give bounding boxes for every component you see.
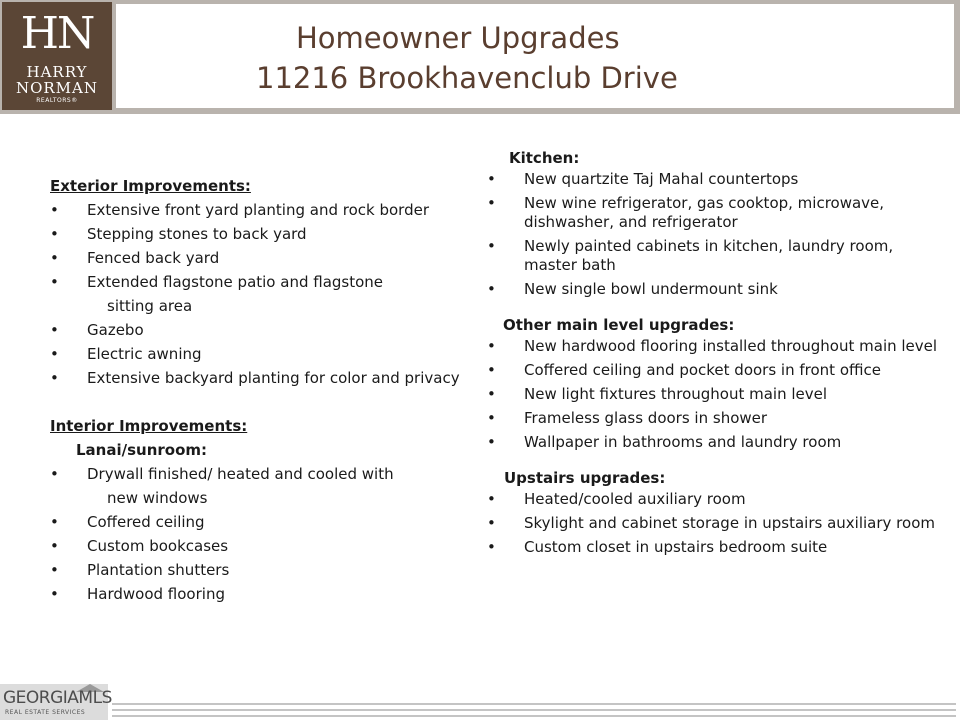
footer-divider xyxy=(112,703,956,705)
bullet-icon: • xyxy=(487,538,496,556)
bullet-icon: • xyxy=(50,345,59,363)
exterior-heading: Exterior Improvements: xyxy=(50,177,251,195)
title-box xyxy=(116,4,954,108)
lanai-heading: Lanai/sunroom: xyxy=(76,441,208,459)
bullet-icon: • xyxy=(487,361,496,379)
bullet-icon: • xyxy=(50,513,59,531)
list-item: • Hardwood flooring xyxy=(50,582,490,606)
list-item: • New wine refrigerator, gas cooktop, microwave, dishwasher, and refrigerator xyxy=(487,194,885,231)
list-item: • Gazebo xyxy=(50,318,490,342)
list-item: • New quartzite Taj Mahal countertops xyxy=(487,170,799,188)
bullet-icon: • xyxy=(487,433,496,451)
list-item: • Plantation shutters xyxy=(50,558,490,582)
list-item: • New single bowl undermount sink xyxy=(487,280,778,298)
list-item: • Newly painted cabinets in kitchen, laundry room, master bath xyxy=(487,237,894,274)
upstairs-list xyxy=(487,490,947,557)
kitchen-heading: Kitchen: xyxy=(509,149,580,167)
logo-line-norman: NORMAN xyxy=(15,79,99,97)
kitchen-list xyxy=(487,170,947,299)
list-item: • New hardwood flooring installed throughout main level xyxy=(487,337,938,355)
bullet-icon: • xyxy=(50,561,59,579)
bullet-icon: • xyxy=(487,194,496,212)
bullet-icon: • xyxy=(50,273,59,291)
georgia-mls-logo xyxy=(0,684,112,720)
bullet-icon: • xyxy=(487,409,496,427)
logo-line-harry: HARRY xyxy=(26,63,88,81)
list-item: • New light fixtures throughout main level xyxy=(487,385,828,403)
bullet-icon: • xyxy=(50,225,59,243)
list-item-continuation: sitting area xyxy=(107,297,193,315)
list-item-continuation: new windows xyxy=(107,489,208,507)
list-item: • Extensive front yard planting and rock border xyxy=(50,198,490,222)
bullet-icon: • xyxy=(487,337,496,355)
bullet-icon: • xyxy=(50,585,59,603)
footer-divider xyxy=(112,709,956,711)
interior-list xyxy=(50,462,490,606)
exterior-list xyxy=(50,198,490,390)
list-item: • Skylight and cabinet storage in upstairs auxiliary room xyxy=(487,514,935,532)
bullet-icon: • xyxy=(50,465,59,483)
bullet-icon: • xyxy=(487,385,496,403)
bullet-icon: • xyxy=(50,201,59,219)
list-item: • Extended flagstone patio and flagstone sitting area xyxy=(50,270,490,318)
list-item: • Heated/cooled auxiliary room xyxy=(487,490,746,508)
bullet-icon: • xyxy=(50,537,59,555)
list-item: • Custom closet in upstairs bedroom suite xyxy=(487,538,828,556)
right-column xyxy=(487,146,947,562)
list-item: • Custom bookcases xyxy=(50,534,490,558)
bullet-icon: • xyxy=(50,369,59,387)
left-column xyxy=(50,174,490,606)
list-item: • Coffered ceiling xyxy=(50,510,490,534)
bullet-icon: • xyxy=(487,280,496,298)
list-item: • Drywall finished/ heated and cooled with new windows xyxy=(50,462,490,510)
list-item: • Extensive backyard planting for color and privacy xyxy=(50,366,490,390)
page-title: Homeowner Upgrades xyxy=(296,21,620,55)
list-item: • Electric awning xyxy=(50,342,490,366)
bullet-icon: • xyxy=(487,490,496,508)
list-item: • Stepping stones to back yard xyxy=(50,222,490,246)
page-subtitle-address: 11216 Brookhavenclub Drive xyxy=(256,61,678,95)
list-item: • Wallpaper in bathrooms and laundry room xyxy=(487,433,842,451)
list-item: • Frameless glass doors in shower xyxy=(487,409,768,427)
logo-line-realtors: REALTORS® xyxy=(36,97,78,104)
main-level-heading: Other main level upgrades: xyxy=(503,316,735,334)
list-item: • Fenced back yard xyxy=(50,246,490,270)
upstairs-heading: Upstairs upgrades: xyxy=(504,469,666,487)
bullet-icon: • xyxy=(487,237,496,255)
interior-heading: Interior Improvements: xyxy=(50,417,248,435)
logo-monogram: HN xyxy=(20,8,94,59)
bullet-icon: • xyxy=(50,321,59,339)
main-level-list xyxy=(487,337,947,452)
footer-divider xyxy=(112,715,956,717)
bullet-icon: • xyxy=(50,249,59,267)
footer-logo-subtext: REAL ESTATE SERVICES xyxy=(5,709,86,716)
footer-logo-text: GEORGIAMLS xyxy=(3,688,112,708)
bullet-icon: • xyxy=(487,514,496,532)
list-item: • Coffered ceiling and pocket doors in front office xyxy=(487,361,881,379)
header-band xyxy=(0,0,960,114)
bullet-icon: • xyxy=(487,170,496,188)
harry-norman-logo xyxy=(2,2,112,110)
